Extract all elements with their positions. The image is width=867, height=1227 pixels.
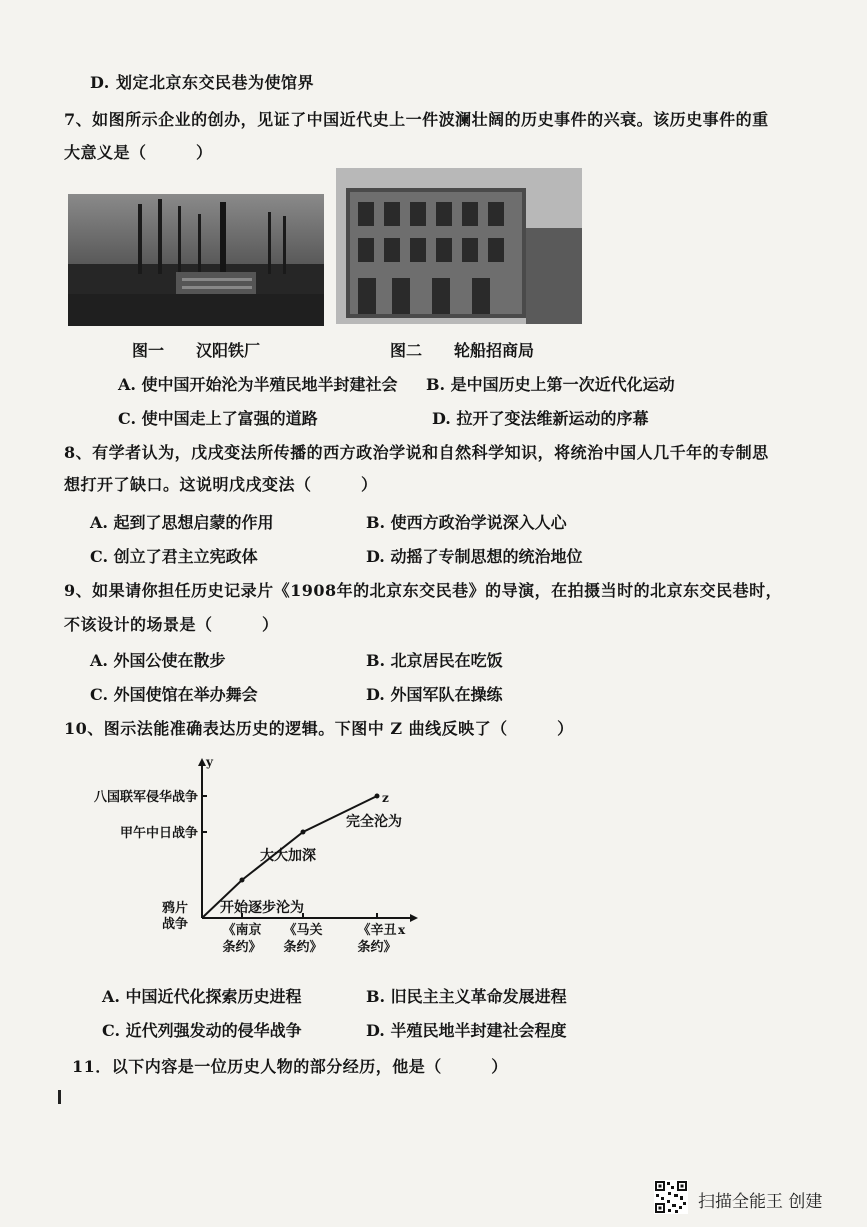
q10-option-a: A. 中国近代化探索历史进程	[102, 987, 302, 1006]
q11-stem: 11．以下内容是一位历史人物的部分经历，他是（ ）	[72, 1057, 508, 1076]
q10-option-c: C. 近代列强发动的侵华战争	[102, 1021, 302, 1040]
x-axis-arrow	[410, 914, 418, 922]
q7-option-d: D. 拉开了变法维新运动的序幕	[432, 409, 649, 428]
q8-option-b: B. 使西方政治学说深入人心	[366, 513, 567, 532]
x-tick-label: 条约》	[357, 940, 397, 955]
figure1-caption: 图一 汉阳铁厂	[132, 341, 261, 360]
q9-option-b: B. 北京居民在吃饭	[366, 651, 503, 670]
y-tick-label: 鸦片	[162, 901, 189, 916]
q9-option-d: D. 外国军队在操练	[366, 685, 503, 704]
figure2-caption: 图二 轮船招商局	[390, 341, 535, 360]
q10-option-d: D. 半殖民地半封建社会程度	[366, 1021, 567, 1040]
x-tick-label: 《马关	[283, 923, 323, 938]
x-axis-label: x	[398, 923, 406, 937]
chart-annotation: 开始逐步沦为	[220, 900, 304, 916]
q8-option-a: A. 起到了思想启蒙的作用	[90, 513, 274, 532]
z-point	[301, 830, 306, 835]
scanner-watermark	[654, 1180, 854, 1216]
x-tick-label: 条约》	[283, 940, 323, 955]
chart-annotation: 大大加深	[260, 848, 316, 864]
y-tick-label: 甲午中日战争	[119, 826, 198, 841]
q9-option-c: C. 外国使馆在举办舞会	[90, 685, 258, 704]
steamship-bureau-image	[336, 168, 582, 324]
steamship-bureau-photo	[336, 168, 582, 324]
z-series-label: z	[382, 791, 389, 805]
chart-annotation: 完全沦为	[346, 814, 402, 830]
q9-stem-line1: 9、如果请你担任历史记录片《1908年的北京东交民巷》的导演，在拍摄当时的北京东交民巷时，	[64, 581, 783, 600]
y-tick-label: 八国联军侵华战争	[93, 790, 198, 805]
q7-stem-line1: 7、如图所示企业的创办，见证了中国近代史上一件波澜壮阔的历史事件的兴衰。该历史事件的重	[64, 110, 769, 129]
q7-option-c: C. 使中国走上了富强的道路	[118, 409, 318, 428]
q8-stem-line1: 8、有学者认为，戊戌变法所传播的西方政治学说和自然科学知识，将统治中国人几千年的专制思	[64, 443, 769, 462]
z-point	[375, 794, 380, 799]
q8-stem-line2: 想打开了缺口。这说明戊戌变法（ ）	[64, 475, 378, 494]
hanyang-ironworks-photo	[68, 194, 324, 326]
x-tick-label: 条约》	[222, 940, 262, 955]
q10-stem: 10、图示法能准确表达历史的逻辑。下图中 Z 曲线反映了（ ）	[64, 719, 574, 738]
hanyang-ironworks-image	[68, 194, 324, 326]
q7-stem-line2: 大意义是（ ）	[64, 143, 213, 162]
q8-option-c: C. 创立了君主立宪政体	[90, 547, 258, 566]
y-axis-arrow	[198, 758, 206, 766]
q10-option-b: B. 旧民主主义革命发展进程	[366, 987, 567, 1006]
q6-option-d: D. 划定北京东交民巷为使馆界	[90, 73, 314, 92]
scanner-app-text: 扫描全能王 创建	[698, 1192, 823, 1212]
x-tick-label: 《南京	[222, 923, 262, 938]
qr-code-icon	[654, 1180, 688, 1214]
q8-option-d: D. 动摇了专制思想的统治地位	[366, 547, 583, 566]
y-tick-label: 战争	[162, 917, 189, 932]
q9-stem-line2: 不该设计的场景是（ ）	[64, 615, 279, 634]
q9-option-a: A. 外国公使在散步	[90, 651, 226, 670]
y-axis-label: y	[206, 755, 213, 769]
q7-option-a: A. 使中国开始沦为半殖民地半封建社会	[118, 375, 398, 394]
margin-mark	[58, 1090, 61, 1104]
q7-option-b: B. 是中国历史上第一次近代化运动	[426, 375, 675, 394]
x-tick-label: 《辛丑	[357, 923, 397, 938]
z-point	[240, 878, 245, 883]
z-curve-chart	[60, 752, 460, 972]
